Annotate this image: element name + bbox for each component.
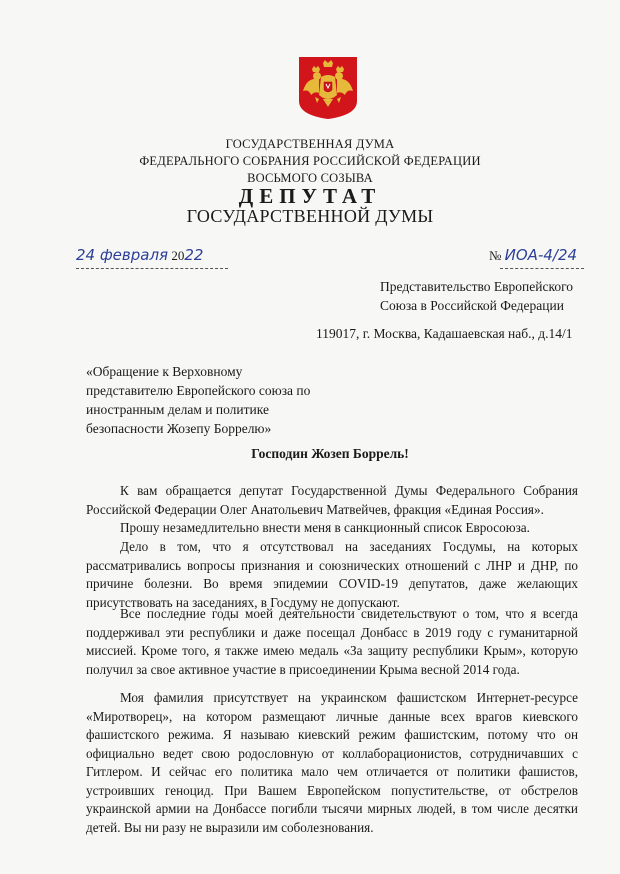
paragraph: Все последние годы моей деятельности свидетельствуют о том, что я всегда поддерживал эти республики и даже посещал Донбасс в 2019 году с гуманитарной миссией. Кроме того, я также имею медаль «За защиту республики Крым», которую получил за свое активное участие в присоединении Крыма весной 2014 года.	[86, 606, 578, 677]
number-prefix: №	[489, 248, 502, 263]
subject-line-1: «Обращение к Верховному	[86, 364, 243, 379]
recipient-line-2: Союза в Российской Федерации	[380, 298, 564, 313]
date-year-prefix: 20	[171, 248, 185, 263]
recipient-address: 119017, г. Москва, Кадашаевская наб., д.14/1	[316, 326, 573, 341]
paragraph: Моя фамилия присутствует на украинском фашистском Интернет-ресурсе «Миротворец», на котором размещают личные данные всех врагов киевского фашистского режима. Я называю киевский режим фашистским, потому что он официально ведет свою родословную от коллаборационистов, сотрудничавших с Гитлером. И сейчас его политика мало чем отличается от политики фашистов, устроивших геноцид. При Вашем Европейском попустительстве, от обстрелов украинской армии на Донбассе погибли тысячи мирных людей, в том числе десятки детей. Вы ни разу не выразили им соболезнования.	[86, 690, 578, 835]
header-line-1: ГОСУДАРСТВЕННАЯ ДУМА	[225, 137, 395, 151]
subject-line-4: безопасности Жозепу Боррелю»	[86, 421, 272, 436]
letter-number	[489, 246, 577, 264]
letter-date	[76, 246, 203, 268]
recipient-line-1: Представительство Европейского	[380, 279, 574, 294]
deputy-title: ДЕПУТАТ	[238, 184, 382, 208]
number-handwritten: ИОА-4/24	[504, 246, 578, 264]
paragraph: Прошу незамедлительно внести меня в санкционный список Евросоюза.	[120, 520, 530, 535]
greeting: Господин Жозеп Боррель!	[251, 446, 409, 461]
date-handwritten: 24 февраля	[76, 246, 169, 264]
number-underline	[500, 268, 584, 269]
header-line-2: ФЕДЕРАЛЬНОГО СОБРАНИЯ РОССИЙСКОЙ ФЕДЕРАЦИИ	[139, 154, 481, 168]
date-year-handwritten: 22	[184, 246, 204, 264]
coat-of-arms-icon	[297, 55, 359, 121]
deputy-subtitle: ГОСУДАРСТВЕННОЙ ДУМЫ	[186, 206, 434, 226]
subject-line-3: иностранным делам и политике	[86, 402, 269, 417]
header-line-3: ВОСЬМОГО СОЗЫВА	[247, 171, 373, 185]
paragraph: Дело в том, что я отсутствовал на заседаниях Госдумы, на которых рассматривались вопросы признания и союзнических отношений с ЛНР и ДНР, по причине болезни. Во время эпидемии COVID-19 депутатов, даже желающих присутствовать на заседаниях, в Госдуму не допускают.	[86, 539, 578, 610]
date-underline	[76, 268, 228, 269]
paragraph: К вам обращается депутат Государственной Думы Федерального Собрания Российской Федерации Олег Анатольевич Матвейчев, фракция «Единая Россия».	[86, 483, 578, 517]
subject-line-2: представителю Европейского союза по	[86, 383, 311, 398]
